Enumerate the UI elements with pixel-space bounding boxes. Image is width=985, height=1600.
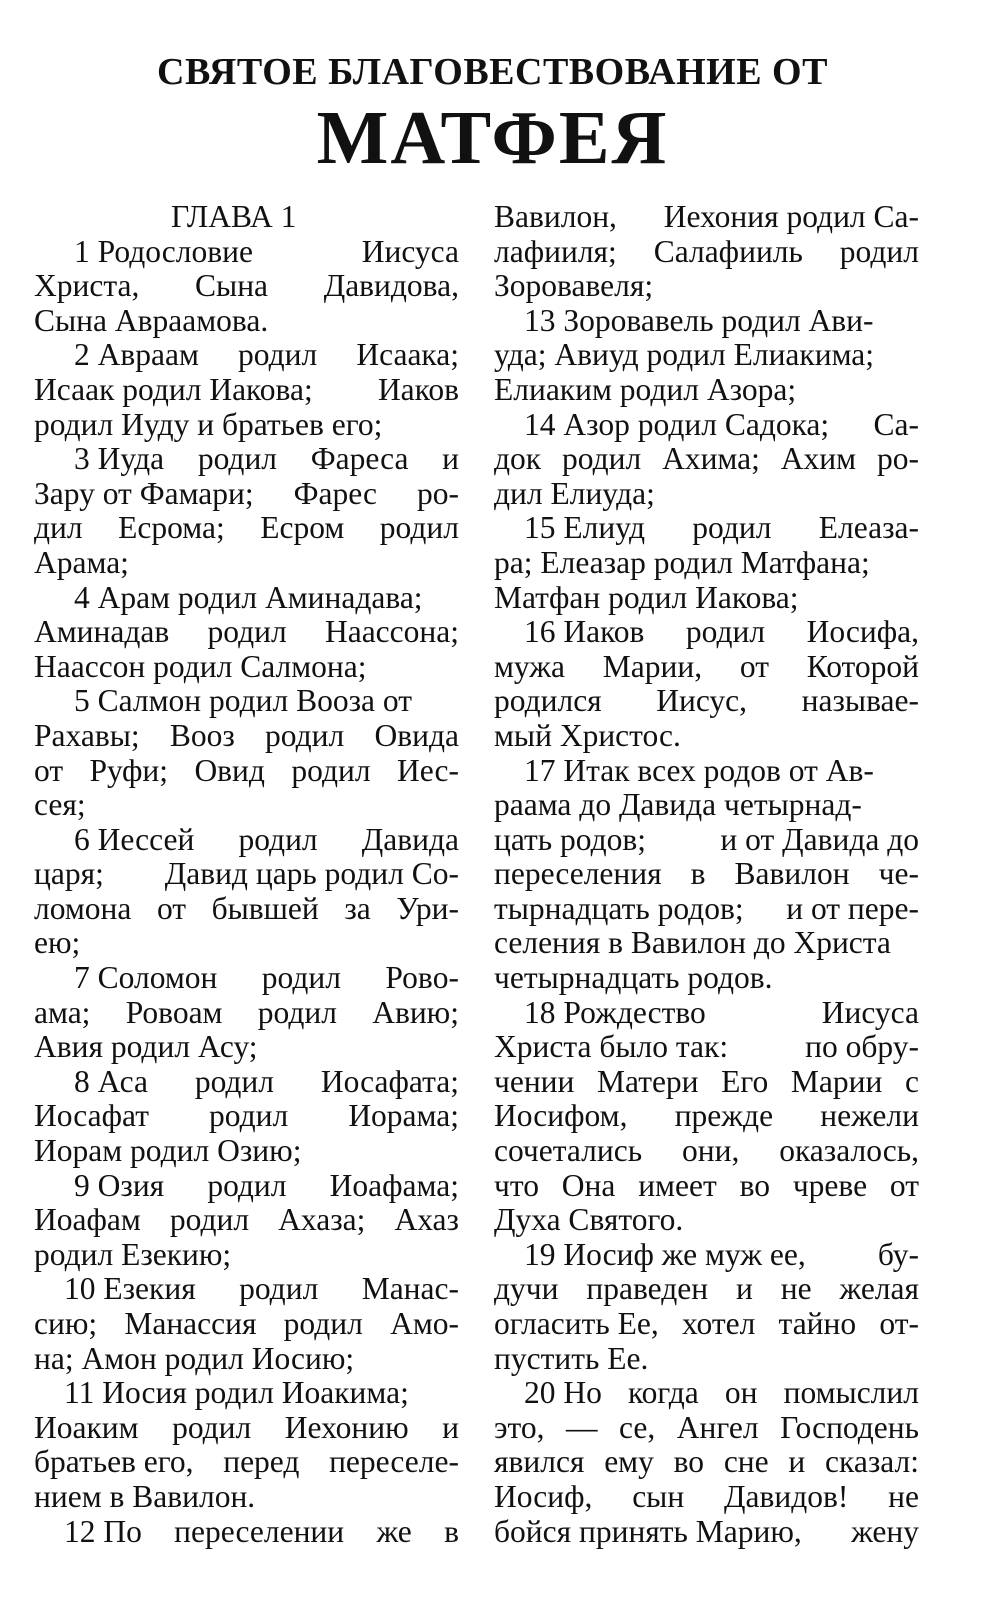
text-segment: переселения bbox=[494, 856, 662, 892]
text-segment: чреве bbox=[792, 1167, 868, 1203]
text-line bbox=[34, 1515, 459, 1550]
text-segment: тырнадцать родов; bbox=[494, 890, 744, 926]
text-line bbox=[494, 1445, 919, 1480]
text-segment: пустить Ее. bbox=[494, 1340, 649, 1376]
text-segment: сочетались bbox=[494, 1133, 643, 1169]
text-segment: 1 Родословие bbox=[74, 233, 253, 269]
text-segment: родил bbox=[561, 441, 642, 477]
text-segment: Манассия bbox=[124, 1306, 257, 1341]
text-segment: Христа, bbox=[34, 268, 140, 304]
text-segment: родил bbox=[169, 1202, 250, 1238]
text-line bbox=[494, 1169, 919, 1204]
text-segment: и от пере- bbox=[786, 890, 919, 926]
text-line bbox=[34, 684, 459, 719]
text-segment: бойся принять Марию, bbox=[494, 1513, 802, 1549]
text-segment: и bbox=[442, 441, 459, 477]
text-segment: это, bbox=[494, 1409, 545, 1445]
text-segment: родил bbox=[261, 960, 341, 996]
text-segment: родил bbox=[207, 614, 287, 650]
text-segment: Она bbox=[561, 1167, 616, 1203]
text-segment: селения в Вавилон до Христа bbox=[494, 925, 891, 961]
text-segment: в bbox=[444, 1513, 459, 1549]
text-segment: дил Елиуда; bbox=[494, 475, 655, 511]
text-segment: Его bbox=[721, 1063, 769, 1099]
text-line bbox=[34, 996, 459, 1031]
text-segment: он bbox=[724, 1375, 758, 1411]
text-segment: Аминадав bbox=[34, 614, 170, 650]
text-line bbox=[34, 1134, 459, 1169]
text-segment: ра; Елеазар родил Матфана; bbox=[494, 544, 870, 580]
text-segment: же bbox=[376, 1513, 412, 1549]
text-line bbox=[494, 511, 919, 546]
text-line bbox=[494, 1203, 919, 1238]
text-line bbox=[494, 1272, 919, 1307]
text-segment: Амо- bbox=[390, 1306, 459, 1341]
text-line bbox=[494, 1238, 919, 1273]
text-segment: Господень bbox=[780, 1409, 919, 1445]
text-segment: родил bbox=[238, 337, 318, 373]
text-segment: Зару от Фамари; bbox=[34, 475, 254, 511]
text-segment: дучи bbox=[494, 1271, 559, 1307]
text-segment: Иорам родил Озию; bbox=[34, 1133, 302, 1169]
text-segment: за bbox=[344, 890, 371, 926]
text-segment: уда; Авиуд родил Елиакима; bbox=[494, 337, 875, 373]
text-line bbox=[34, 1099, 459, 1134]
text-line bbox=[494, 1099, 919, 1134]
text-line bbox=[494, 408, 919, 443]
text-segment: Манас- bbox=[361, 1271, 459, 1307]
text-segment: Елиаким родил Азора; bbox=[494, 371, 797, 407]
text-segment: 11 Иосия родил Иоакима; bbox=[64, 1375, 409, 1411]
text-segment: переселении bbox=[174, 1513, 345, 1549]
text-segment: Давидова, bbox=[323, 268, 459, 304]
text-segment: Са- bbox=[873, 406, 919, 442]
text-line bbox=[494, 1030, 919, 1065]
text-segment: раама до Давида четырнад- bbox=[494, 787, 862, 823]
text-segment: родил bbox=[685, 614, 766, 650]
text-segment: четырнадцать родов. bbox=[494, 960, 773, 996]
text-line bbox=[34, 615, 459, 650]
text-line bbox=[494, 581, 919, 616]
text-line bbox=[34, 788, 459, 823]
text-segment: Иисус, bbox=[656, 683, 748, 719]
text-segment: на; Амон родил Иосию; bbox=[34, 1340, 355, 1376]
text-line bbox=[34, 511, 459, 546]
text-segment: Овида bbox=[374, 717, 459, 753]
text-segment: Иосафата; bbox=[320, 1063, 459, 1099]
book-title: МАТФЕЯ bbox=[316, 96, 669, 180]
text-line bbox=[494, 338, 919, 373]
text-segment: 9 Озия bbox=[74, 1167, 165, 1203]
text-segment: Исаак родил Иакова; bbox=[34, 371, 313, 407]
text-segment: родил bbox=[207, 1167, 287, 1203]
text-line bbox=[34, 961, 459, 996]
text-segment: 10 Езекия bbox=[64, 1271, 196, 1307]
text-line bbox=[494, 684, 919, 719]
text-segment: и от Давида до bbox=[720, 821, 919, 857]
text-segment: 5 Салмон родил Вооза от bbox=[74, 683, 413, 719]
text-line bbox=[494, 1065, 919, 1100]
text-segment: Ахаза; bbox=[278, 1202, 366, 1238]
text-line bbox=[34, 269, 459, 304]
text-segment: Вооз bbox=[169, 717, 235, 753]
text-line bbox=[34, 442, 459, 477]
text-segment: имеет bbox=[638, 1167, 717, 1203]
text-segment: Иес- bbox=[396, 752, 459, 788]
text-segment: Иоаким bbox=[34, 1409, 139, 1445]
text-segment: 7 Соломон bbox=[74, 960, 218, 996]
text-line bbox=[34, 719, 459, 754]
text-segment: Матфан родил Иакова; bbox=[494, 579, 799, 615]
text-line bbox=[494, 269, 919, 304]
text-segment: Есрома; bbox=[118, 510, 225, 546]
text-line bbox=[494, 615, 919, 650]
text-segment: Иехония родил Са- bbox=[663, 199, 919, 234]
text-segment: Авию; bbox=[372, 994, 459, 1030]
text-segment: 19 Иосиф же муж ее, bbox=[524, 1236, 806, 1272]
text-line bbox=[34, 581, 459, 616]
chapter-heading bbox=[34, 200, 459, 235]
text-segment: от bbox=[889, 1167, 919, 1203]
text-line bbox=[34, 1169, 459, 1204]
text-segment: родился bbox=[494, 683, 602, 719]
text-segment: 16 Иаков bbox=[524, 614, 645, 650]
text-line bbox=[34, 1272, 459, 1307]
text-line bbox=[34, 1445, 459, 1480]
text-segment: сказал: bbox=[825, 1444, 919, 1480]
text-segment: 13 Зоровавель родил Ави- bbox=[524, 302, 874, 338]
text-segment: родил Езекию; bbox=[34, 1236, 232, 1272]
text-line bbox=[34, 304, 459, 339]
text-line bbox=[494, 788, 919, 823]
text-segment: Овид bbox=[194, 752, 265, 788]
text-line bbox=[494, 892, 919, 927]
text-segment: Давидов! bbox=[724, 1478, 849, 1514]
text-segment: в bbox=[690, 856, 706, 892]
text-segment: и bbox=[442, 1409, 459, 1445]
text-segment: Марии bbox=[790, 1063, 883, 1099]
text-segment: родил bbox=[257, 994, 337, 1030]
text-line bbox=[34, 408, 459, 443]
text-segment: бывшей bbox=[211, 890, 319, 926]
text-segment: 14 Азор родил Садока; bbox=[524, 406, 830, 442]
text-segment: 2 Авраам bbox=[74, 337, 199, 373]
text-segment: Христа было так: bbox=[494, 1029, 729, 1065]
text-line bbox=[494, 857, 919, 892]
text-segment: мужа bbox=[494, 648, 566, 684]
text-line bbox=[494, 823, 919, 858]
text-line bbox=[34, 1411, 459, 1446]
text-segment: оказалось, bbox=[779, 1133, 919, 1169]
text-segment: док bbox=[494, 441, 542, 477]
right-text-column bbox=[494, 200, 919, 1549]
text-segment: Иисуса bbox=[361, 233, 459, 269]
text-segment: нежели bbox=[820, 1098, 919, 1134]
text-segment: Иоафама; bbox=[329, 1167, 459, 1203]
text-segment: цать родов; bbox=[494, 821, 647, 857]
text-segment: Руфи; bbox=[89, 752, 169, 788]
text-segment: Салафииль bbox=[653, 233, 803, 269]
text-line bbox=[494, 235, 919, 270]
text-line bbox=[494, 1515, 919, 1550]
text-segment: ама; bbox=[34, 994, 91, 1030]
text-segment: се, bbox=[619, 1409, 656, 1445]
text-segment: тайно bbox=[778, 1306, 857, 1341]
text-line bbox=[494, 754, 919, 789]
text-segment: родил bbox=[238, 821, 318, 857]
text-line bbox=[494, 650, 919, 685]
text-line bbox=[494, 1342, 919, 1377]
text-segment: огласить Ее, bbox=[494, 1306, 659, 1341]
text-segment: Авия родил Асу; bbox=[34, 1029, 258, 1065]
text-segment: сию; bbox=[34, 1306, 98, 1341]
text-segment: желая bbox=[839, 1271, 919, 1307]
text-line bbox=[494, 996, 919, 1031]
text-segment: они, bbox=[681, 1133, 740, 1169]
text-segment: 3 Иуда bbox=[74, 441, 165, 477]
text-segment: дил bbox=[34, 510, 83, 546]
text-segment: от bbox=[739, 648, 769, 684]
text-line bbox=[494, 1480, 919, 1515]
text-segment: лафииля; bbox=[494, 233, 617, 269]
text-line bbox=[34, 823, 459, 858]
text-segment: родил bbox=[291, 752, 371, 788]
text-segment: Есром bbox=[260, 510, 345, 546]
text-segment: — bbox=[566, 1409, 598, 1445]
text-segment: че- bbox=[878, 856, 919, 892]
text-segment: ро- bbox=[876, 441, 919, 477]
text-segment: сея; bbox=[34, 787, 86, 823]
text-segment: и bbox=[735, 1271, 753, 1307]
text-line bbox=[34, 650, 459, 685]
text-segment: Иорама; bbox=[348, 1098, 459, 1134]
text-segment: сне bbox=[723, 1444, 769, 1480]
text-line bbox=[494, 719, 919, 754]
text-segment: Сына bbox=[195, 268, 269, 304]
text-segment: Иоафам bbox=[34, 1202, 141, 1238]
text-segment: Иосифа, bbox=[806, 614, 919, 650]
text-segment: Матери bbox=[597, 1063, 699, 1099]
text-line bbox=[34, 926, 459, 961]
text-segment: ему bbox=[604, 1444, 654, 1480]
text-segment: нием в Вавилон. bbox=[34, 1478, 256, 1514]
text-segment: родил bbox=[172, 1409, 252, 1445]
text-segment: хотел bbox=[681, 1306, 756, 1341]
text-segment: Наассон родил Салмона; bbox=[34, 648, 367, 684]
text-line bbox=[34, 338, 459, 373]
text-segment: родил bbox=[379, 510, 459, 546]
text-line bbox=[494, 200, 919, 235]
text-segment: помыслил bbox=[783, 1375, 919, 1411]
text-line bbox=[494, 1411, 919, 1446]
text-line bbox=[494, 1307, 919, 1342]
text-segment: праведен bbox=[586, 1271, 709, 1307]
text-segment: Фареса bbox=[310, 441, 409, 477]
text-segment: с bbox=[904, 1063, 919, 1099]
text-line bbox=[494, 1134, 919, 1169]
text-segment: 6 Иессей bbox=[74, 821, 195, 857]
text-segment: родил Иуду и братьев его; bbox=[34, 406, 383, 442]
book-superheading: СВЯТОЕ БЛАГОВЕСТВОВАНИЕ ОТ bbox=[157, 51, 828, 93]
text-segment: ломона bbox=[34, 890, 132, 926]
text-segment: 12 По bbox=[64, 1513, 142, 1549]
text-line bbox=[34, 235, 459, 270]
text-segment: 8 Аса bbox=[74, 1063, 148, 1099]
text-segment: Ровo- bbox=[385, 960, 459, 996]
text-line bbox=[34, 1480, 459, 1515]
text-segment: Иосиф, bbox=[494, 1478, 593, 1514]
text-segment: родил bbox=[265, 717, 345, 753]
text-line bbox=[34, 1238, 459, 1273]
text-segment: сын bbox=[632, 1478, 685, 1514]
text-segment: Ангел bbox=[676, 1409, 759, 1445]
text-segment: не bbox=[888, 1478, 919, 1514]
text-segment: родил bbox=[283, 1306, 363, 1341]
text-segment: 20 Но bbox=[524, 1375, 602, 1411]
text-segment: Ури- bbox=[396, 890, 459, 926]
text-segment: от- bbox=[879, 1306, 919, 1341]
text-segment: жену bbox=[851, 1513, 919, 1549]
text-segment: родил bbox=[209, 1098, 289, 1134]
text-segment: перед bbox=[223, 1444, 300, 1480]
text-segment: бу- bbox=[877, 1236, 919, 1272]
text-line bbox=[34, 1342, 459, 1377]
text-segment: называе- bbox=[801, 683, 919, 719]
left-text-column bbox=[34, 200, 459, 1549]
text-segment: Ахима; bbox=[662, 441, 760, 477]
text-segment: во bbox=[739, 1167, 770, 1203]
text-segment: по обру- bbox=[805, 1029, 919, 1065]
text-line bbox=[34, 477, 459, 512]
text-segment: родил bbox=[239, 1271, 319, 1307]
text-segment: Фарес bbox=[293, 475, 377, 511]
text-line bbox=[34, 1376, 459, 1411]
text-line bbox=[34, 892, 459, 927]
text-segment: от bbox=[156, 890, 187, 926]
text-line bbox=[34, 754, 459, 789]
text-segment: родил bbox=[197, 441, 278, 477]
text-segment: не bbox=[780, 1271, 812, 1307]
text-segment: Давида bbox=[361, 821, 459, 857]
text-segment: родил bbox=[194, 1063, 275, 1099]
text-segment: родил bbox=[692, 510, 772, 546]
text-segment: мый Христос. bbox=[494, 717, 681, 753]
text-segment: Иисуса bbox=[821, 994, 919, 1030]
text-segment: Зоровавеля; bbox=[494, 268, 654, 304]
text-segment: от bbox=[34, 752, 64, 788]
text-segment: царя; bbox=[34, 856, 104, 892]
text-line bbox=[34, 546, 459, 581]
text-line bbox=[34, 857, 459, 892]
text-segment: братьев его, bbox=[34, 1444, 194, 1480]
text-segment: Иехонию bbox=[284, 1409, 409, 1445]
text-segment: Сына Авраамова. bbox=[34, 302, 269, 338]
text-segment: Ахим bbox=[780, 441, 857, 477]
text-segment: Вавилон bbox=[734, 856, 850, 892]
text-segment: Марии, bbox=[602, 648, 703, 684]
text-segment: и bbox=[788, 1444, 806, 1480]
text-line bbox=[34, 373, 459, 408]
text-segment: чении bbox=[494, 1063, 575, 1099]
text-line bbox=[494, 961, 919, 996]
text-segment: когда bbox=[627, 1375, 699, 1411]
text-line bbox=[34, 1307, 459, 1342]
text-line bbox=[494, 546, 919, 581]
text-segment: переселе- bbox=[329, 1444, 459, 1480]
text-line bbox=[34, 1203, 459, 1238]
text-segment: 15 Елиуд bbox=[524, 510, 645, 546]
text-segment: Иаков bbox=[377, 371, 459, 407]
text-segment: Наассона; bbox=[324, 614, 459, 650]
text-segment: Вавилон, bbox=[494, 199, 617, 234]
text-segment: ГЛАВА 1 bbox=[171, 199, 297, 234]
text-line bbox=[494, 373, 919, 408]
text-line bbox=[34, 1065, 459, 1100]
text-line bbox=[494, 442, 919, 477]
text-segment: Арама; bbox=[34, 544, 129, 580]
text-segment: явился bbox=[494, 1444, 585, 1480]
text-line bbox=[494, 304, 919, 339]
text-line bbox=[494, 926, 919, 961]
text-segment: 17 Итак всех родов от Ав- bbox=[524, 752, 874, 788]
text-segment: Исаака; bbox=[356, 337, 459, 373]
text-segment: Духа Святого. bbox=[494, 1202, 684, 1238]
text-segment: 4 Арам родил Аминадава; bbox=[74, 579, 423, 615]
text-segment: Елеаза- bbox=[818, 510, 919, 546]
text-line bbox=[494, 477, 919, 512]
text-segment: что bbox=[494, 1167, 539, 1203]
text-segment: ею; bbox=[34, 925, 81, 961]
text-segment: Иосафат bbox=[34, 1098, 149, 1134]
text-line bbox=[494, 1376, 919, 1411]
text-segment: Которой bbox=[806, 648, 919, 684]
text-segment: родил bbox=[839, 233, 919, 269]
text-segment: Ровоам bbox=[125, 994, 223, 1030]
text-segment: Давид царь родил Со- bbox=[164, 856, 459, 892]
text-segment: ро- bbox=[417, 475, 459, 511]
text-segment: Иосифом, bbox=[494, 1098, 628, 1134]
text-segment: Ахаз bbox=[394, 1202, 459, 1238]
text-segment: прежде bbox=[674, 1098, 774, 1134]
text-segment: 18 Рождество bbox=[524, 994, 706, 1030]
text-segment: во bbox=[673, 1444, 705, 1480]
text-line bbox=[34, 1030, 459, 1065]
text-segment: Рахавы; bbox=[34, 717, 140, 753]
